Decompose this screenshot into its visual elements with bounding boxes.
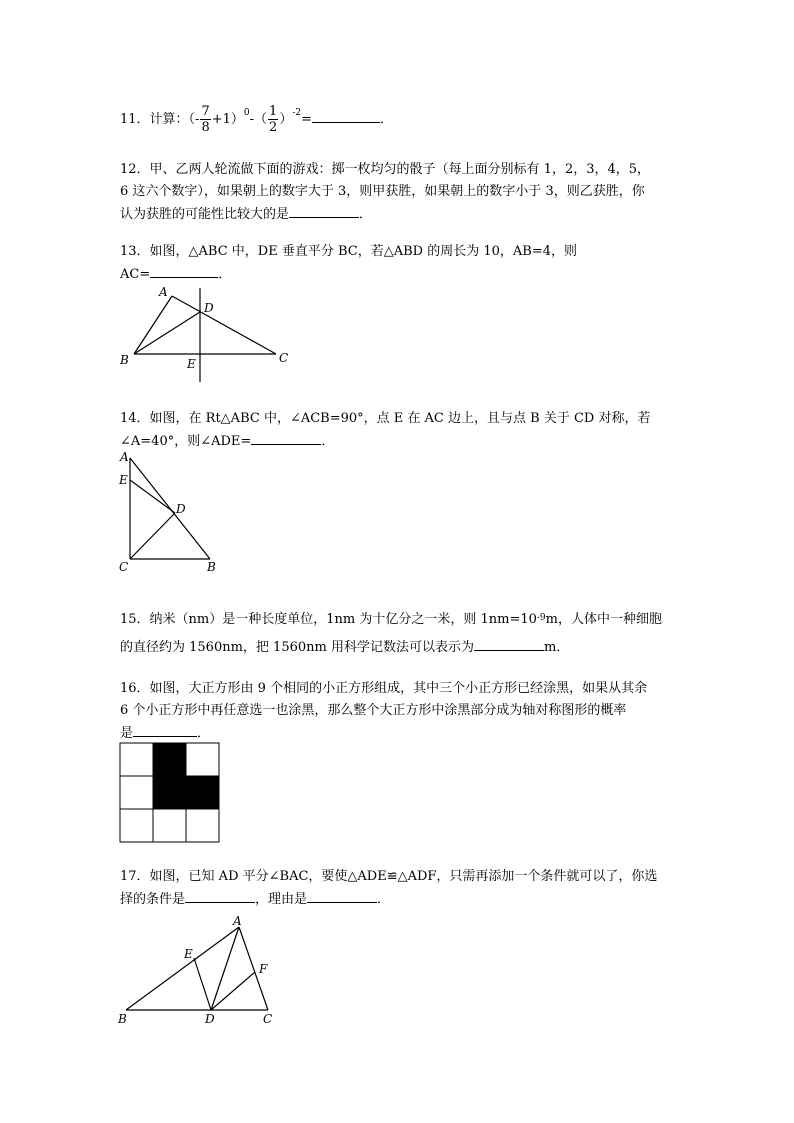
grid-cell-black [153,776,186,809]
fraction-7-8: $\frac{7}{8}$ [201,104,210,135]
square-grid-figure-16 [119,742,221,844]
right-triangle-figure-14 [114,449,224,575]
segment-ed [194,958,211,1010]
label-a: A [159,285,168,299]
question-12: 12．甲、乙两人轮流做下面的游戏：掷一枚均匀的骰子（每上面分别标有 1，2，3，4，5， 6 这六个数字），如果朝上的数字大于 3，则甲获胜，如果朝上的数字小于 3，则乙获胜，你 认为获胜的可能性比较大的是 ． [120,162,651,222]
grid-cell-white [153,809,186,842]
segment-ab [130,458,210,559]
label-d: D [205,1012,215,1026]
label-c: C [119,560,129,574]
triangle-figure-17 [114,915,284,1033]
segment-bd [134,312,200,354]
label-b: B [118,1012,127,1026]
answer-blank-17a[interactable] [185,888,255,903]
label-b: B [120,353,129,367]
label-a: A [233,915,242,928]
answer-blank-16[interactable] [133,722,197,737]
answer-blank-13[interactable] [150,263,218,278]
grid-cell-black [153,743,186,776]
answer-blank-17b[interactable] [307,888,377,903]
label-d: D [176,502,186,516]
grid-cell-white [120,809,153,842]
label-a: A [120,450,129,464]
segment-ba [126,927,239,1010]
segment-ba [134,296,172,354]
label-e: E [119,473,128,487]
grid-cell-white [186,809,219,842]
answer-blank-12[interactable] [289,203,359,218]
question-13: 13．如图，△ABC 中，DE 垂直平分 BC，若△ABD 的周长为 10，AB=4，则 AC= ． [120,244,577,282]
question-17: 17．如图，已知 AD 平分∠BAC，要使△ADE≌△ADF，只需再添加一个条件就可以了，你选 择的条件是 ，理由是 ． [120,869,658,907]
answer-blank-11[interactable] [312,108,380,123]
answer-blank-15[interactable] [474,636,544,651]
question-11: 11．计算：（- $\frac{7}{8}$ +1）$^0$-（ $\frac{1}{2}$ ）$^{-2}$= ． [120,104,394,135]
label-e: E [184,947,193,961]
grid-cell-black [186,776,219,809]
label-c: C [279,351,289,365]
label-d: D [204,301,214,315]
label-e: E [187,357,196,371]
grid-cell-white [186,743,219,776]
fraction-1-2: $\frac{1}{2}$ [269,104,278,135]
segment-ed [130,480,175,513]
label-f: F [259,962,268,976]
question-14: 14．如图，在 Rt△ABC 中，∠ACB=90°，点 E 在 AC 边上，且与点 B 关于 CD 对称，若 ∠A=40°，则∠ADE= ． [120,411,651,449]
segment-cd [130,513,175,559]
label-c: C [263,1012,273,1026]
segment-ac [172,296,276,354]
grid-cell-white [120,776,153,809]
grid-cell-white [120,743,153,776]
question-15: 15．纳米（nm）是一种长度单位，1nm 为十亿分之一米，则 $1nm=10^{-9}m$，人体中一种细胞 的直径约为 1560nm，把 1560nm 用科学记数法可以表示为 m． [120,612,662,655]
triangle-figure-13 [114,284,304,388]
question-16: 16．如图，大正方形由 9 个相同的小正方形组成，其中三个小正方形已经涂黑，如果从其余 6 个小正方形中再任意选一也涂黑，那么整个大正方形中涂黑部分成为轴对称图形的概率 是 ． [120,681,648,741]
label-b: B [207,560,216,574]
answer-blank-14[interactable] [251,430,321,445]
